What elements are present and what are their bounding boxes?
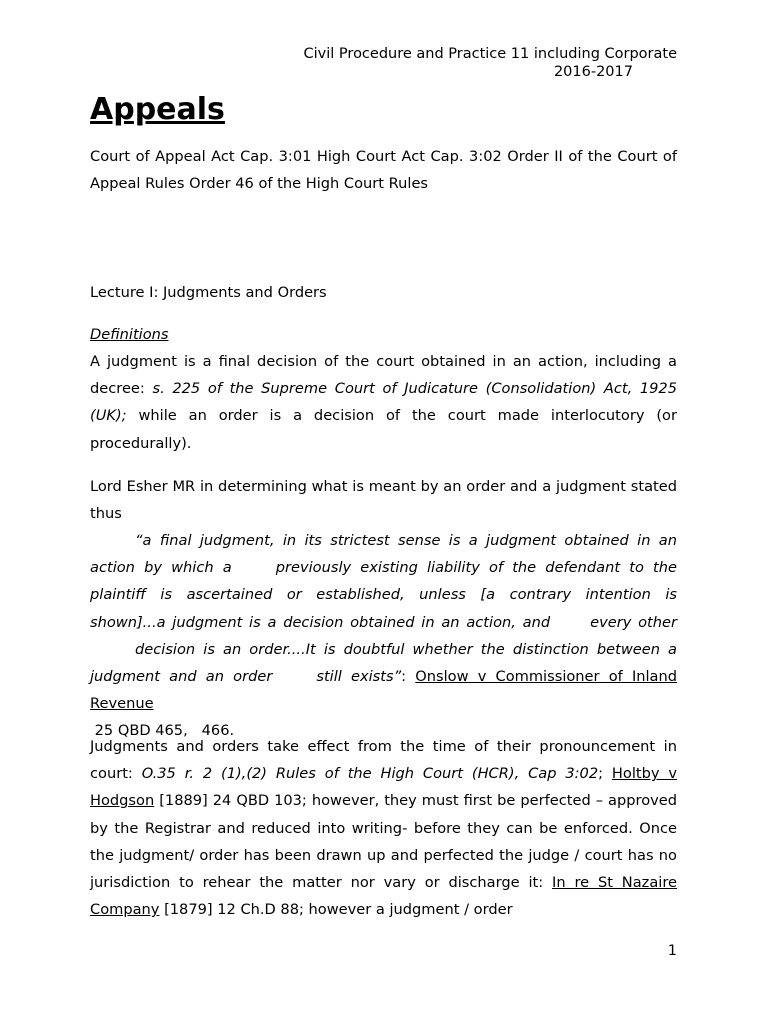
block-quote: [90, 527, 677, 745]
quote-line: [90, 609, 677, 636]
quote-fragment: action by which a: [90, 559, 232, 577]
quote-fragment: :: [401, 668, 416, 686]
effect-paragraph: [90, 733, 677, 923]
case-st-nazaire: In re St Nazaire Company: [90, 874, 677, 919]
definition-text-a: A judgment is a final decision of the court obtained in an action, including a decree:: [90, 353, 677, 398]
rule-citation: O.35 r. 2 (1),(2) Rules of the High Court (HCR), Cap 3:02: [141, 765, 599, 783]
case-holtby: Holtby v Hodgson: [90, 765, 678, 810]
paragraph-text: ;: [598, 765, 612, 783]
quote-fragment: still exists”: [316, 668, 402, 686]
definition-text-b: while an order is a decision of the court made interlocutory (or procedurally).: [90, 407, 677, 452]
quote-line: plaintiff is ascertained or established, unless [a contrary intention is: [90, 586, 677, 604]
case-onslow: Onslow v Commissioner of Inland Revenue: [90, 668, 678, 713]
header-year: 2016-2017: [553, 64, 633, 80]
quote-line: 25 QBD 465, 466.: [90, 722, 235, 740]
quote-line: “a final judgment, in its strictest sense is a judgment obtained in an: [135, 532, 677, 549]
statutes-reference: Court of Appeal Act Cap. 3:01 High Court Act Cap. 3:02 Order II of the Court of Appeal Rules Order 46 of the High Court Rules: [90, 148, 677, 193]
quote-fragment: shown]...a judgment is a decision obtained in an action, and: [90, 613, 551, 631]
paragraph-text: [1889] 24 QBD 103; however, they must first be perfected – approved by the Registrar and reduced into writing- before they can be enforced. Once the judgment/ order has been drawn up and perfected the judge / court has no jurisdiction to rehear the matter nor vary or discharge it:: [90, 792, 677, 892]
quote-line: [90, 663, 677, 717]
definitions-heading: Definitions: [90, 326, 169, 343]
statute-citation: s. 225 of the Supreme Court of Judicature (Consolidation) Act, 1925 (UK);: [90, 380, 677, 425]
definition-paragraph: [90, 348, 677, 457]
paragraph-text: Judgments and orders take effect from the time of their pronouncement in court:: [90, 738, 677, 783]
paragraph-text: [1879] 12 Ch.D 88; however a judgment / order: [159, 901, 513, 919]
quote-line: decision is an order....It is doubtful whether the distinction between a: [135, 640, 677, 658]
page-title: Appeals: [90, 92, 225, 127]
lecture-heading: Lecture I: Judgments and Orders: [90, 284, 327, 301]
quote-fragment: previously existing liability of the defendant to the: [275, 559, 677, 577]
quote-fragment: every other: [590, 613, 677, 631]
quote-fragment: judgment and an order: [90, 668, 273, 686]
running-header: [90, 45, 677, 81]
lord-esher-paragraph: Lord Esher MR in determining what is meant by an order and a judgment stated thus: [90, 478, 677, 523]
quote-line: [90, 554, 677, 581]
header-course: Civil Procedure and Practice 11 including Corporate: [303, 46, 677, 62]
page-number: 1: [667, 943, 677, 959]
